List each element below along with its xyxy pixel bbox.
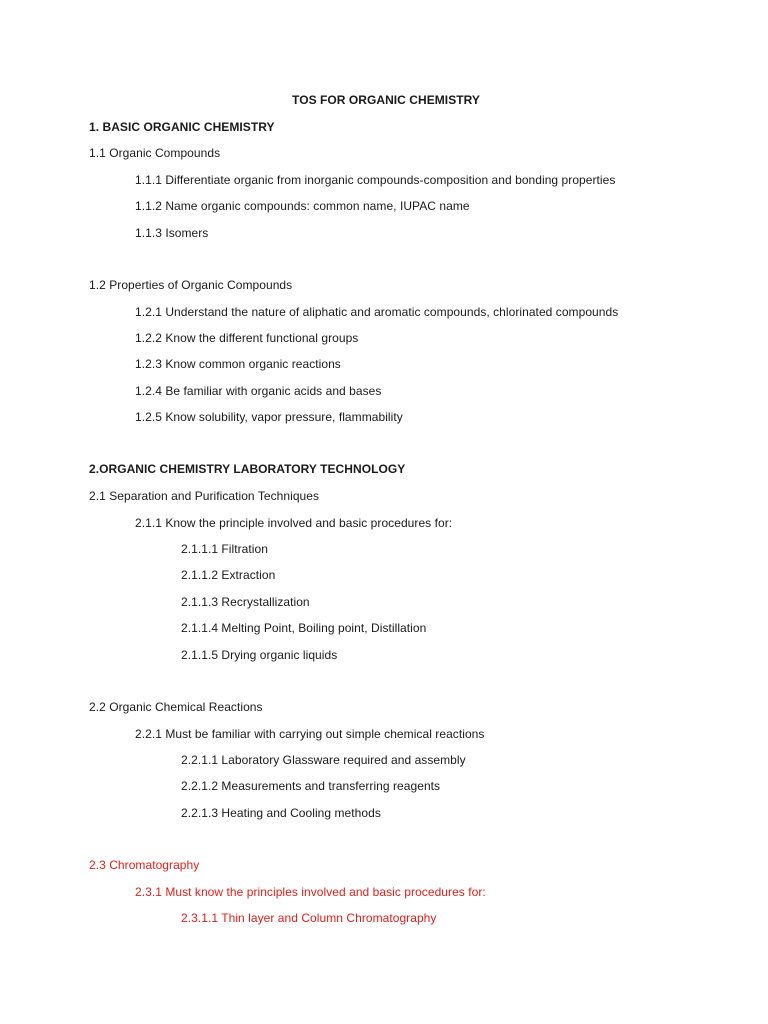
item-2-2-1-1: 2.2.1.1 Laboratory Glassware required and assembly — [181, 753, 466, 767]
item-1-2-1: 1.2.1 Understand the nature of aliphatic and aromatic compounds, chlorinated compounds — [135, 305, 619, 319]
item-2-1-1-5: 2.1.1.5 Drying organic liquids — [181, 648, 338, 662]
item-2-2-1: 2.2.1 Must be familiar with carrying out simple chemical reactions — [135, 727, 485, 741]
item-1-2-5: 1.2.5 Know solubility, vapor pressure, flammability — [135, 410, 403, 424]
item-2-3-1-1: 2.3.1.1 Thin layer and Column Chromatography — [181, 911, 437, 925]
section-heading-2: 2.ORGANIC CHEMISTRY LABORATORY TECHNOLOGY — [89, 462, 406, 476]
subsection-2-2: 2.2 Organic Chemical Reactions — [89, 700, 263, 714]
item-2-1-1: 2.1.1 Know the principle involved and basic procedures for: — [135, 516, 453, 530]
item-2-2-1-2: 2.2.1.2 Measurements and transferring reagents — [181, 779, 441, 793]
item-1-2-4: 1.2.4 Be familiar with organic acids and bases — [135, 384, 382, 398]
section-heading-1: 1. BASIC ORGANIC CHEMISTRY — [89, 120, 275, 134]
item-1-2-3: 1.2.3 Know common organic reactions — [135, 357, 341, 371]
item-1-1-3: 1.1.3 Isomers — [135, 226, 209, 240]
item-2-1-1-3: 2.1.1.3 Recrystallization — [181, 595, 310, 609]
subsection-1-1: 1.1 Organic Compounds — [89, 146, 221, 160]
item-1-1-1: 1.1.1 Differentiate organic from inorganic compounds-composition and bonding properties — [135, 173, 616, 187]
item-2-2-1-3: 2.2.1.3 Heating and Cooling methods — [181, 806, 381, 820]
document-title: TOS FOR ORGANIC CHEMISTRY — [292, 93, 480, 107]
item-1-1-2: 1.1.2 Name organic compounds: common name, IUPAC name — [135, 199, 470, 213]
subsection-1-2: 1.2 Properties of Organic Compounds — [89, 278, 293, 292]
item-2-1-1-1: 2.1.1.1 Filtration — [181, 542, 268, 556]
subsection-2-1: 2.1 Separation and Purification Techniques — [89, 489, 320, 503]
item-2-1-1-2: 2.1.1.2 Extraction — [181, 568, 276, 582]
item-2-3-1: 2.3.1 Must know the principles involved and basic procedures for: — [135, 885, 486, 899]
subsection-2-3: 2.3 Chromatography — [89, 858, 200, 872]
item-1-2-2: 1.2.2 Know the different functional groups — [135, 331, 359, 345]
item-2-1-1-4: 2.1.1.4 Melting Point, Boiling point, Distillation — [181, 621, 427, 635]
